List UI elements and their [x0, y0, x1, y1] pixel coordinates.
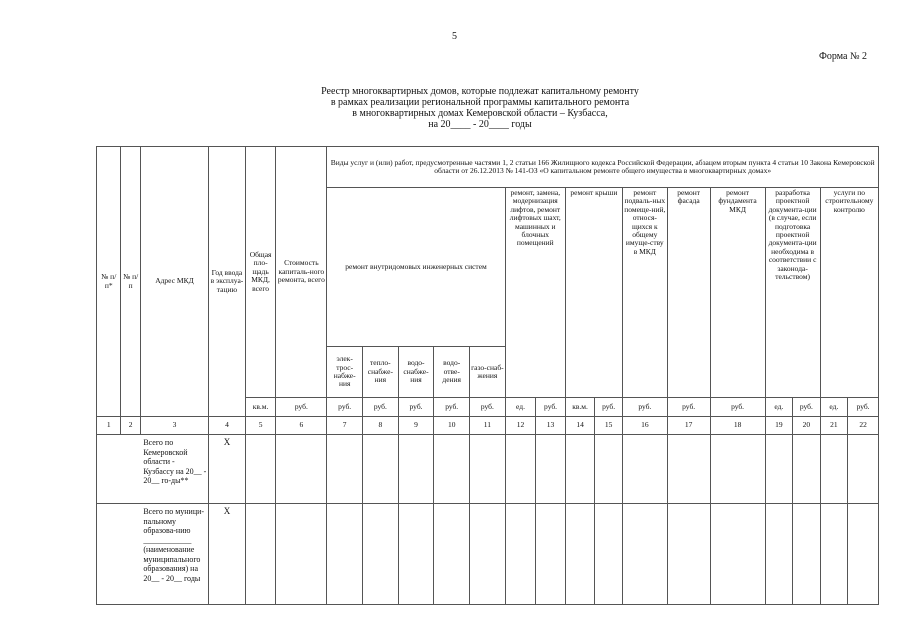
column-number: 7: [327, 417, 363, 435]
unit-cell: ед.: [505, 398, 536, 417]
empty-cell[interactable]: [398, 504, 434, 605]
title-line-2: в рамках реализации региональной программы капитального ремонта: [330, 97, 630, 108]
empty-cell[interactable]: [536, 504, 566, 605]
header-area: Общая пло-щадь МКД, всего: [245, 147, 276, 398]
column-number: 14: [565, 417, 595, 435]
empty-cell[interactable]: [327, 504, 363, 605]
column-number: 22: [848, 417, 879, 435]
column-number: 1: [97, 417, 121, 435]
header-sub-gas: газо-снаб-жения: [470, 347, 506, 398]
registry-table: [96, 146, 879, 605]
header-npp-1: № п/п*: [97, 147, 121, 417]
unit-cell: руб.: [667, 398, 710, 417]
unit-cell: кв.м.: [245, 398, 276, 417]
empty-cell[interactable]: [667, 504, 710, 605]
empty-cell[interactable]: [848, 504, 879, 605]
header-sub-drain: водо-отве-дения: [434, 347, 470, 398]
empty-cell[interactable]: [245, 504, 276, 605]
column-number: 15: [595, 417, 623, 435]
title-line-3: в многоквартирных домах Кемеровской области – Кузбасса,: [352, 108, 608, 119]
column-number: 2: [121, 417, 140, 435]
title-line-4: на 20____ - 20____ годы: [428, 119, 532, 130]
header-supervision: услуги по строительному контролю: [820, 188, 878, 398]
column-number: 6: [276, 417, 327, 435]
unit-cell: руб.: [622, 398, 667, 417]
table-row-total-municipality: [97, 504, 879, 605]
header-total-cost: Стоимость капиталь-ного ремонта, всего: [276, 147, 327, 398]
column-number: 3: [140, 417, 208, 435]
unit-cell: руб.: [470, 398, 506, 417]
title-line-1: Реестр многоквартирных домов, которые подлежат капитальному ремонту: [321, 86, 639, 97]
empty-cell[interactable]: [667, 435, 710, 504]
column-number: 21: [820, 417, 848, 435]
unit-cell: руб.: [398, 398, 434, 417]
empty-cell[interactable]: [710, 435, 765, 504]
empty-cell[interactable]: [622, 435, 667, 504]
column-number: 20: [793, 417, 821, 435]
row-mark-region: X: [209, 435, 246, 504]
empty-cell[interactable]: [793, 504, 821, 605]
empty-cell[interactable]: [398, 435, 434, 504]
header-sub-water: водо-снабже-ния: [398, 347, 434, 398]
unit-cell: руб.: [434, 398, 470, 417]
header-foundation: ремонт фундамента МКД: [710, 188, 765, 398]
unit-cell: кв.м.: [565, 398, 595, 417]
empty-cell[interactable]: [595, 504, 623, 605]
column-number: 10: [434, 417, 470, 435]
empty-cell[interactable]: [505, 504, 536, 605]
header-services: Виды услуг и (или) работ, предусмотренные частями 1, 2 статьи 166 Жилищного кодекса Российской Федерации, абзацем вторым пункта 4 статьи 10 Закона Кемеровской области от 26.12.2013 № 141-ОЗ «О капитальном ремонте общего имущества в многоквартирных домах»: [327, 147, 879, 188]
header-elevators: ремонт, замена, модернизация лифтов, ремонт лифтовых шахт, машинных и блочных помещений: [505, 188, 565, 398]
column-number: 12: [505, 417, 536, 435]
row-mark-municipality: X: [209, 504, 246, 605]
empty-cell[interactable]: [848, 435, 879, 504]
empty-cell[interactable]: [765, 504, 793, 605]
unit-cell: ед.: [820, 398, 848, 417]
empty-cell[interactable]: [820, 504, 848, 605]
empty-cell[interactable]: [765, 435, 793, 504]
unit-cell: ед.: [765, 398, 793, 417]
column-number: 8: [363, 417, 399, 435]
empty-cell[interactable]: [622, 504, 667, 605]
empty-cell[interactable]: [565, 504, 595, 605]
column-number: 17: [667, 417, 710, 435]
unit-cell: руб.: [327, 398, 363, 417]
column-number: 19: [765, 417, 793, 435]
empty-cell[interactable]: [505, 435, 536, 504]
empty-cell: [97, 504, 141, 605]
unit-cell: руб.: [793, 398, 821, 417]
unit-cell: руб.: [710, 398, 765, 417]
empty-cell[interactable]: [595, 435, 623, 504]
header-npp-2: № п/п: [121, 147, 140, 417]
empty-cell[interactable]: [820, 435, 848, 504]
empty-cell[interactable]: [565, 435, 595, 504]
header-address: Адрес МКД: [140, 147, 208, 417]
header-engineering: ремонт внутридомовых инженерных систем: [327, 188, 505, 347]
table-row-total-region: [97, 435, 879, 504]
empty-cell: [97, 435, 141, 504]
empty-cell[interactable]: [434, 435, 470, 504]
unit-cell: руб.: [276, 398, 327, 417]
unit-cell: руб.: [536, 398, 566, 417]
column-number: 4: [209, 417, 246, 435]
page-number: 5: [452, 31, 457, 42]
column-number: 5: [245, 417, 276, 435]
empty-cell[interactable]: [276, 435, 327, 504]
header-year: Год ввода в эксплуа-тацию: [209, 147, 246, 417]
column-number: 18: [710, 417, 765, 435]
empty-cell[interactable]: [363, 435, 399, 504]
header-sub-electric: элек-трос-набже-ния: [327, 347, 363, 398]
empty-cell[interactable]: [710, 504, 765, 605]
header-facade: ремонт фасада: [667, 188, 710, 398]
empty-cell[interactable]: [793, 435, 821, 504]
empty-cell[interactable]: [470, 435, 506, 504]
empty-cell[interactable]: [536, 435, 566, 504]
empty-cell[interactable]: [363, 504, 399, 605]
unit-cell: руб.: [363, 398, 399, 417]
empty-cell[interactable]: [276, 504, 327, 605]
form-label: Форма № 2: [819, 51, 867, 62]
row-label-municipality: Всего по муници-пальному образова-нию ____________ (наименование муниципального образования) на 20__ - 20__ годы: [140, 504, 208, 605]
row-label-region: Всего по Кемеровской области - Кузбассу на 20__ - 20__ го-ды**: [140, 435, 208, 504]
column-number: 16: [622, 417, 667, 435]
column-number: 9: [398, 417, 434, 435]
header-roof: ремонт крыши: [565, 188, 622, 398]
header-basement: ремонт подваль-ных помеще-ний, относя-щихся к общему имуще-ству в МКД: [622, 188, 667, 398]
empty-cell[interactable]: [470, 504, 506, 605]
unit-cell: руб.: [595, 398, 623, 417]
empty-cell[interactable]: [327, 435, 363, 504]
header-sub-heat: тепло-снабже-ния: [363, 347, 399, 398]
header-design: разработка проектной документа-ции (в случае, если подготовка проектной документа-ции необходима в соответствии с законода-тельством): [765, 188, 820, 398]
column-number: 13: [536, 417, 566, 435]
empty-cell[interactable]: [434, 504, 470, 605]
unit-cell: руб.: [848, 398, 879, 417]
document-title: [250, 86, 710, 130]
empty-cell[interactable]: [245, 435, 276, 504]
column-number: 11: [470, 417, 506, 435]
